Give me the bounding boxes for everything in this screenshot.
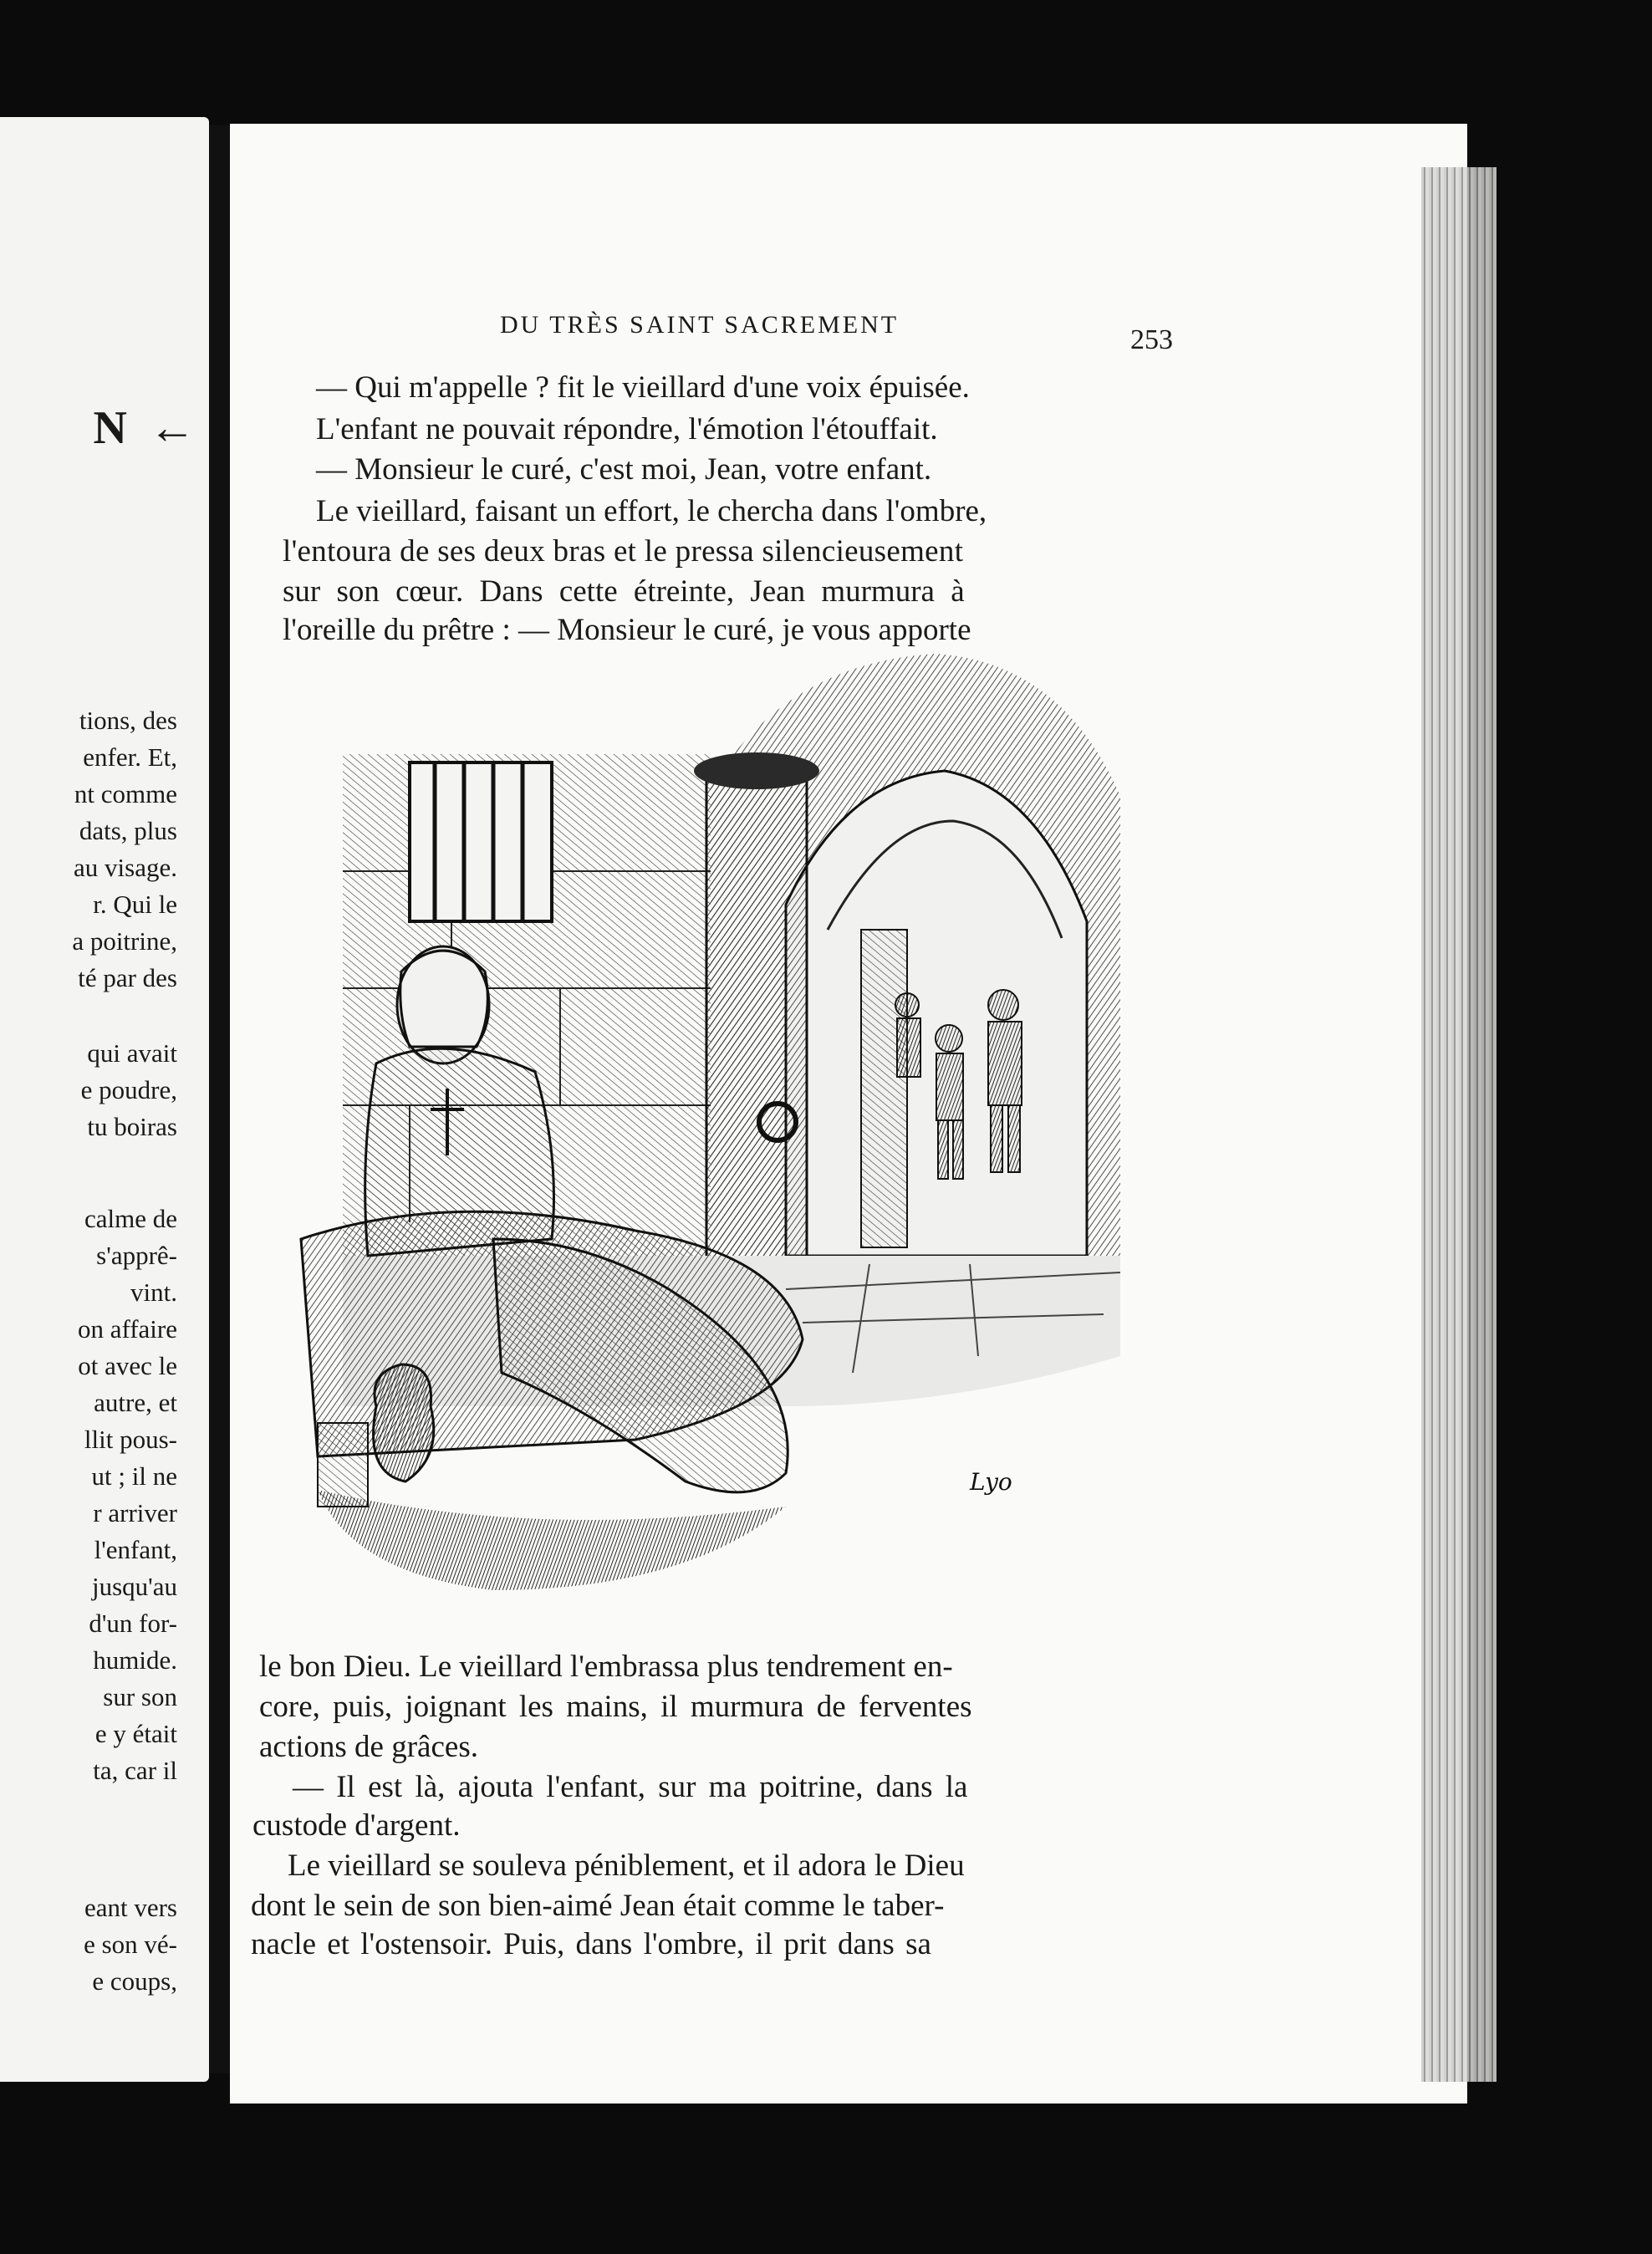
left-line: a poitrine, [72,926,177,956]
body-line: nacle et l'ostensoir. Puis, dans l'ombre, il prit dans sa [251,1927,931,1961]
left-line: au visage. [74,853,177,882]
body-line: sur son cœur. Dans cette étreinte, Jean murmura à [283,574,965,609]
body-line: L'enfant ne pouvait répondre, l'émotion l'étouffait. [316,412,938,446]
body-line: Le vieillard se souleva péniblement, et il adora le Dieu [288,1849,965,1883]
left-line: ot avec le [78,1351,177,1380]
body-line: — Qui m'appelle ? fit le vieillard d'une voix épuisée. [316,370,970,405]
page-edge-stack [1421,167,1496,2082]
left-line: e son vé- [84,1930,177,1959]
left-line: s'apprê- [96,1241,177,1270]
left-page-heading: N ← [93,402,201,454]
left-line: l'enfant, [94,1535,177,1564]
body-line: l'oreille du prêtre : — Monsieur le curé, je vous apporte [283,613,971,647]
artist-signature: Lyo [970,1468,1012,1496]
left-line: nt comme [74,779,177,808]
left-line: sur son [103,1682,177,1711]
left-line: dats, plus [79,816,177,845]
body-line: dont le sein de son bien-aimé Jean était comme le taber- [251,1889,945,1923]
body-line: core, puis, joignant les mains, il murmura de ferventes [259,1690,972,1724]
body-line: custode d'argent. [252,1808,461,1843]
body-line: l'entoura de ses deux bras et le pressa silencieusement [283,534,964,569]
page-number: 253 [1130,324,1173,355]
arch-opening [786,771,1087,1256]
dungeon-illustration [284,654,1187,1599]
body-line: — Monsieur le curé, c'est moi, Jean, votre enfant. [316,452,932,487]
left-page [0,117,209,2082]
stone-column [706,771,807,1306]
left-line: d'un for- [89,1609,177,1638]
left-line: e coups, [92,1966,177,1996]
left-line: qui avait [87,1038,177,1068]
running-head: DU TRÈS SAINT SACREMENT [500,311,900,339]
body-line: — Il est là, ajouta l'enfant, sur ma poitrine, dans la [293,1770,968,1804]
left-line: calme de [84,1204,177,1233]
left-line: vint. [130,1277,177,1307]
left-line: humide. [93,1645,177,1675]
left-line: tu boiras [87,1112,177,1141]
left-line: on affaire [77,1314,177,1344]
water-jug [374,1364,434,1481]
left-line: eant vers [84,1893,177,1922]
left-line: ta, car il [93,1756,177,1785]
left-line: e y était [94,1719,177,1748]
left-line: e poudre, [80,1075,177,1104]
left-line: autre, et [94,1388,177,1417]
left-line: llit pous- [84,1425,177,1454]
left-line: enfer. Et, [83,742,177,772]
barred-window [410,762,552,921]
body-line: actions de grâces. [259,1730,478,1764]
body-line: le bon Dieu. Le vieillard l'embrassa plus tendrement en- [259,1650,953,1684]
left-line: r arriver [93,1498,177,1527]
left-line: té par des [78,963,177,992]
left-line: jusqu'au [91,1572,177,1601]
left-line: tions, des [79,706,177,735]
left-line: ut ; il ne [91,1461,177,1491]
left-line: r. Qui le [93,890,177,919]
body-line: Le vieillard, faisant un effort, le chercha dans l'ombre, [316,494,987,528]
